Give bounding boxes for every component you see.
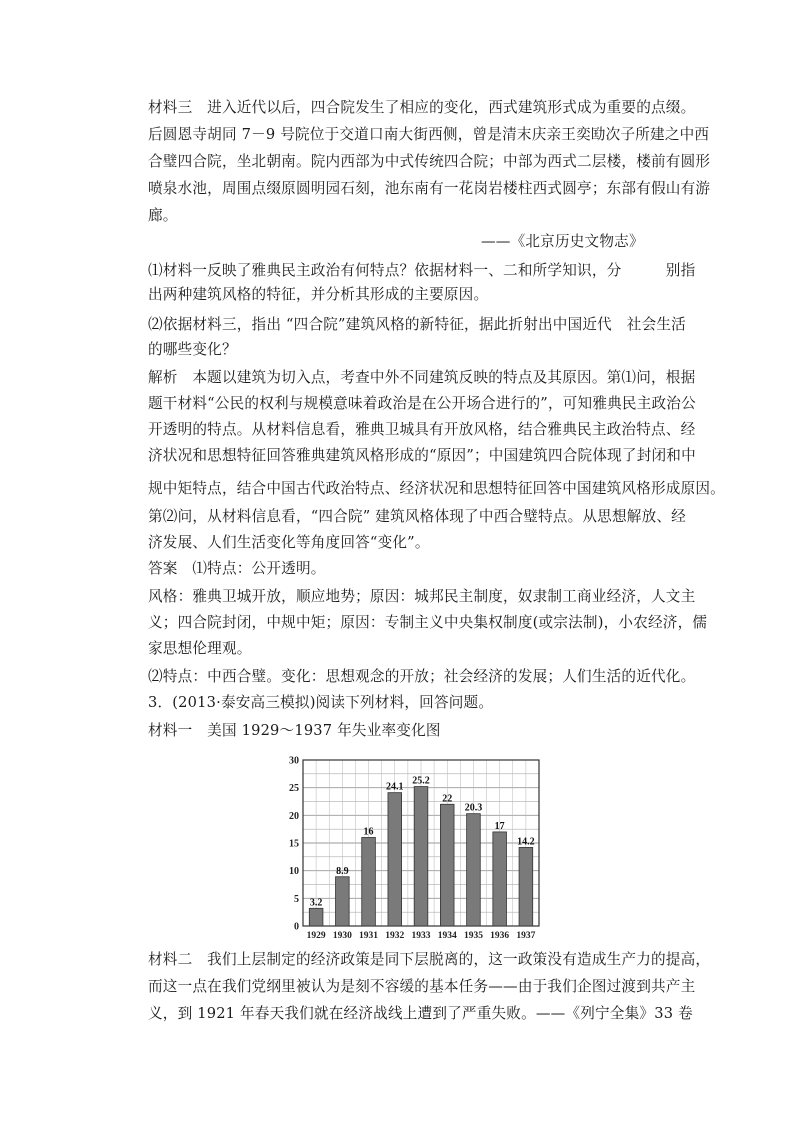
bar-value-label: 16 (363, 826, 374, 838)
analysis-line-6: 第⑵问，从材料信息看，“四合院” 建筑风格体现了中西合璧特点。从思想解放、经 (148, 508, 686, 525)
x-tick-label: 1932 (385, 931, 405, 941)
bar-value-label: 20.3 (464, 802, 483, 814)
question-3-heading: 3．(2013·泰安高三模拟)阅读下列材料，回答问题。 (148, 694, 494, 711)
bar (519, 847, 533, 926)
answer-line-5: ⑵特点：中西合璧。变化：思想观念的开放；社会经济的发展；人们生活的近代化。 (148, 668, 696, 685)
material3-line-2: 后圆恩寺胡同 7－9 号院位于交道口南大街西侧，曾是清末庆亲王奕劻次子所建之中西 (148, 126, 710, 143)
unemployment-bar-chart (283, 754, 545, 942)
material2-line-3: 义，到 1921 年春天我们就在经济战线上遭到了严重失败。——《列宁全集》33 卷 (148, 1005, 693, 1022)
x-tick-label: 1930 (332, 931, 352, 941)
bar (493, 832, 507, 926)
bar (388, 793, 402, 926)
x-tick-label: 1937 (516, 931, 536, 941)
analysis-line-4: 济状况和思想特征回答雅典建筑风格形成的“原因”；中国建筑四合院体现了封闭和中 (148, 447, 696, 464)
question-1-line-1: ⑴材料一反映了雅典民主政治有何特点？依据材料一、二和所学知识，分 别指 (148, 262, 696, 279)
analysis-line-2: 题干材料“公民的权利与规模意味着政治是在公开场合进行的”，可知雅典民主政治公 (148, 395, 696, 412)
material3-line-3: 合璧四合院，坐北朝南。院内西部为中式传统四合院；中部为西式二层楼，楼前有圆形 (148, 153, 711, 170)
y-tick-label: 0 (294, 921, 299, 933)
y-tick-label: 5 (294, 893, 299, 905)
answer-line-3: 义；四合院封闭，中规中矩；原因：专制主义中央集权制度(或宗法制)，小农经济，儒 (148, 614, 708, 631)
analysis-line-5: 规中矩特点，结合中国古代政治特点、经济状况和思想特征回答中国建筑风格形成原因。 (148, 480, 725, 497)
bar (467, 814, 481, 926)
bar-value-label: 24.1 (386, 781, 404, 793)
bar-value-label: 22 (442, 793, 453, 805)
x-tick-label: 1933 (411, 931, 431, 941)
bar-value-label: 25.2 (412, 775, 430, 787)
analysis-line-7: 济发展、人们生活变化等角度回答“变化”。 (148, 534, 430, 551)
y-tick-label: 25 (289, 783, 299, 795)
bar (414, 787, 428, 926)
x-tick-label: 1931 (359, 931, 379, 941)
material3-source: ——《北京历史文物志》 (481, 233, 644, 250)
material3-line-1: 材料三 进入近代以后，四合院发生了相应的变化，西式建筑形式成为重要的点缀。 (148, 99, 696, 116)
question-1-line-2: 出两种建筑风格的特征，并分析其形成的主要原因。 (148, 286, 489, 303)
bar-value-label: 3.2 (309, 897, 323, 909)
answer-line-4: 家思想伦理观。 (148, 640, 252, 657)
bar-value-label: 8.9 (336, 865, 349, 877)
x-tick-label: 1936 (490, 931, 510, 941)
y-tick-label: 10 (289, 866, 299, 878)
x-tick-label: 1929 (306, 931, 326, 941)
answer-line-1: 答案 ⑴特点：公开透明。 (148, 560, 326, 577)
question-2-line-1: ⑵依据材料三，指出 “四合院”建筑风格的新特征，据此折射出中国近代 社会生活 (148, 316, 686, 333)
analysis-line-1: 解析 本题以建筑为切入点，考查中外不同建筑反映的特点及其原因。第⑴问，根据 (148, 369, 696, 386)
bar-value-label: 17 (494, 820, 505, 832)
y-tick-label: 20 (289, 810, 299, 822)
question-2-line-2: 的哪些变化？ (148, 341, 237, 358)
y-tick-label: 15 (289, 838, 299, 850)
y-tick-label: 30 (289, 755, 299, 767)
material2-line-2: 而这一点在我们党纲里被认为是刻不容缓的基本任务——由于我们企图过渡到共产主 (148, 978, 696, 995)
bar (309, 908, 323, 926)
x-tick-label: 1935 (463, 931, 483, 941)
analysis-line-3: 开透明的特点。从材料信息看，雅典卫城具有开放风格，结合雅典民主政治特点、经 (148, 421, 696, 438)
answer-line-2: 风格：雅典卫城开放，顺应地势；原因：城邦民主制度，奴隶制工商业经济，人文主 (148, 588, 696, 605)
unemployment-bar-chart-svg (283, 754, 545, 942)
bar (362, 837, 376, 926)
bar (336, 877, 350, 926)
material1-caption: 材料一 美国 1929～1937 年失业率变化图 (148, 722, 441, 739)
material3-line-4: 喷泉水池，周围点缀原圆明园石刻，池东南有一花岗岩楼柱西式圆亭；东部有假山有游 (148, 180, 711, 197)
material2-line-1: 材料二 我们上层制定的经济政策是同下层脱离的，这一政策没有造成生产力的提高， (148, 951, 711, 968)
x-tick-label: 1934 (437, 931, 457, 941)
bar (440, 804, 454, 926)
material3-line-5: 廊。 (148, 207, 178, 224)
bar-value-label: 14.2 (517, 836, 535, 848)
